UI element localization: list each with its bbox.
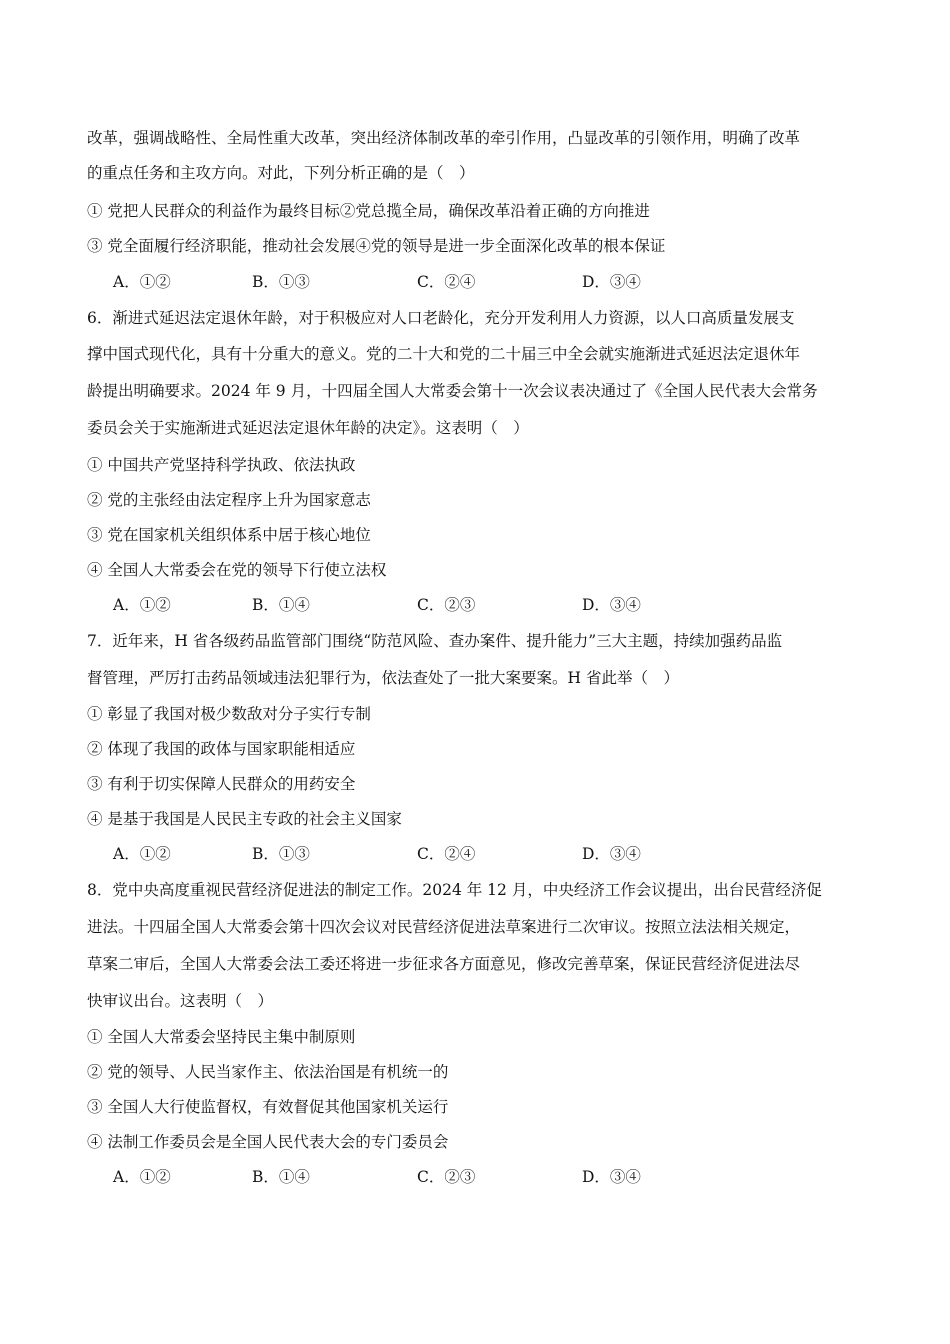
q8-stem-line-2: 进法。十四届全国人大常委会第十四次会议对民营经济促进法草案进行二次审议。按照立法法相关规定， — [87, 918, 801, 936]
q6-stem-line-2: 撑中国式现代化，具有十分重大的意义。党的二十大和党的二十届三中全会就实施渐进式延迟法定退休年 — [87, 345, 801, 363]
q7-statement-1: ① 彰显了我国对极少数敌对分子实行专制 — [87, 705, 371, 723]
q8-statement-1: ① 全国人大常委会坚持民主集中制原则 — [87, 1028, 356, 1046]
q6-option-d: D．③④ — [582, 596, 641, 614]
q8-option-a: A．①② — [113, 1168, 171, 1186]
q6-statement-2: ② 党的主张经由法定程序上升为国家意志 — [87, 491, 371, 509]
q8-option-b: B．①④ — [252, 1168, 310, 1186]
q8-stem-line-3: 草案二审后，全国人大常委会法工委还将进一步征求各方面意见，修改完善草案，保证民营经济促进法尽 — [87, 955, 801, 973]
q5-option-c: C．②④ — [417, 273, 476, 291]
q7-stem-line-2: 督管理，严厉打击药品领域违法犯罪行为，依法查处了一批大案要案。H 省此举（ ） — [87, 669, 679, 687]
q8-option-c: C．②③ — [417, 1168, 476, 1186]
q7-option-d: D．③④ — [582, 845, 641, 863]
q8-option-d: D．③④ — [582, 1168, 641, 1186]
q7-stem-line-1: 7．近年来，H 省各级药品监管部门围绕“防范风险、查办案件、提升能力”三大主题，持续加强药品监 — [87, 632, 783, 650]
q5-stem-line-1: 改革，强调战略性、全局性重大改革，突出经济体制改革的牵引作用，凸显改革的引领作用，明确了改革 — [87, 129, 801, 147]
q5-option-a: A．①② — [113, 273, 171, 291]
q6-statement-3: ③ 党在国家机关组织体系中居于核心地位 — [87, 526, 371, 544]
q6-option-b: B．①④ — [252, 596, 310, 614]
q8-statement-2: ② 党的领导、人民当家作主、依法治国是有机统一的 — [87, 1063, 449, 1081]
q6-stem-line-3: 龄提出明确要求。2024 年 9 月，十四届全国人大常委会第十一次会议表决通过了《全国人民代表大会常务 — [87, 382, 818, 400]
q5-statement-2: ③ 党全面履行经济职能，推动社会发展④党的领导是进一步全面深化改革的根本保证 — [87, 237, 666, 255]
q8-statement-4: ④ 法制工作委员会是全国人民代表大会的专门委员会 — [87, 1133, 449, 1151]
q6-statement-1: ① 中国共产党坚持科学执政、依法执政 — [87, 456, 356, 474]
q6-stem-line-1: 6．渐进式延迟法定退休年龄，对于积极应对人口老龄化，充分开发利用人力资源，以人口高质量发展支 — [87, 309, 795, 327]
q5-stem-line-2: 的重点任务和主攻方向。对此，下列分析正确的是（ ） — [87, 164, 475, 182]
q8-stem-line-4: 快审议出台。这表明（ ） — [87, 992, 274, 1010]
q6-stem-line-4: 委员会关于实施渐进式延迟法定退休年龄的决定》。这表明（ ） — [87, 419, 529, 437]
q8-stem-line-1: 8．党中央高度重视民营经济促进法的制定工作。2024 年 12 月，中央经济工作会议提出，出台民营经济促 — [87, 881, 822, 899]
q5-option-d: D．③④ — [582, 273, 641, 291]
q6-option-a: A．①② — [113, 596, 171, 614]
q6-option-c: C．②③ — [417, 596, 476, 614]
q5-statement-1: ① 党把人民群众的利益作为最终目标②党总揽全局，确保改革沿着正确的方向推进 — [87, 202, 650, 220]
q7-option-c: C．②④ — [417, 845, 476, 863]
q6-statement-4: ④ 全国人大常委会在党的领导下行使立法权 — [87, 561, 387, 579]
q7-option-a: A．①② — [113, 845, 171, 863]
q7-statement-2: ② 体现了我国的政体与国家职能相适应 — [87, 740, 356, 758]
q8-statement-3: ③ 全国人大行使监督权，有效督促其他国家机关运行 — [87, 1098, 449, 1116]
q7-option-b: B．①③ — [252, 845, 310, 863]
q7-statement-3: ③ 有利于切实保障人民群众的用药安全 — [87, 775, 356, 793]
q5-option-b: B．①③ — [252, 273, 310, 291]
q7-statement-4: ④ 是基于我国是人民民主专政的社会主义国家 — [87, 810, 402, 828]
